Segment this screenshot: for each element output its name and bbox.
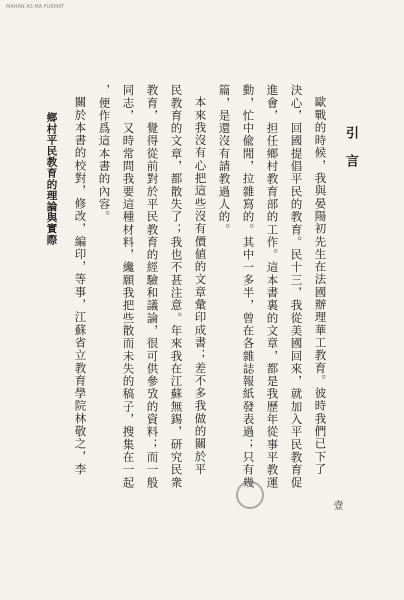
library-stamp — [236, 481, 264, 509]
body-line-6: 本來我沒有心把這些沒有價値的文章彙印成書；差不多我做的關於平 — [193, 96, 208, 476]
body-line-2: 決心，回國提倡平民的教育。民十三，我從美國回來，就加入平民教育促 — [289, 84, 304, 489]
body-line-9: 同志，又時常問我要這種材料，纔願我把些散而未失的稿子，搜集在一起 — [121, 84, 136, 489]
body-line-4: 動，忙中偸閒，拉雜寫的。其中一多半，曾在各雜誌報紙發表過；只有幾 — [241, 84, 256, 489]
page-folio: 壹 — [331, 500, 342, 510]
body-line-1: 歐戰的時候，我與晏陽初先生在法國辦理華工教育。彼時我們已下了 — [313, 96, 328, 476]
body-line-8: 教育，覺得從前對於平民教育的經驗和議論，很可供參攷的資料；而一般 — [145, 84, 160, 489]
body-line-3: 進會，担任鄉村教育部的工作。這本書裏的文章，都是我歷年從事平教運 — [265, 84, 280, 489]
body-line-10: ，便作爲這本書的內容。 — [97, 84, 112, 224]
body-line-5: 篇，是還沒有請教過人的。 — [217, 84, 232, 236]
running-head: 鄉村平民教育的理論與實際 — [45, 112, 58, 246]
scan-watermark: MAHAN AS MA FURMAT — [6, 4, 65, 10]
chapter-heading: 引言 — [343, 126, 358, 182]
body-line-11: 關於本書的校對，修改，編印，等事，江蘇省立教育學院林敬之，李 — [73, 96, 88, 476]
body-line-7: 民教育的文章，都散失了；我也不甚注意。年來我在江蘇無錫，研究民衆 — [169, 84, 184, 489]
